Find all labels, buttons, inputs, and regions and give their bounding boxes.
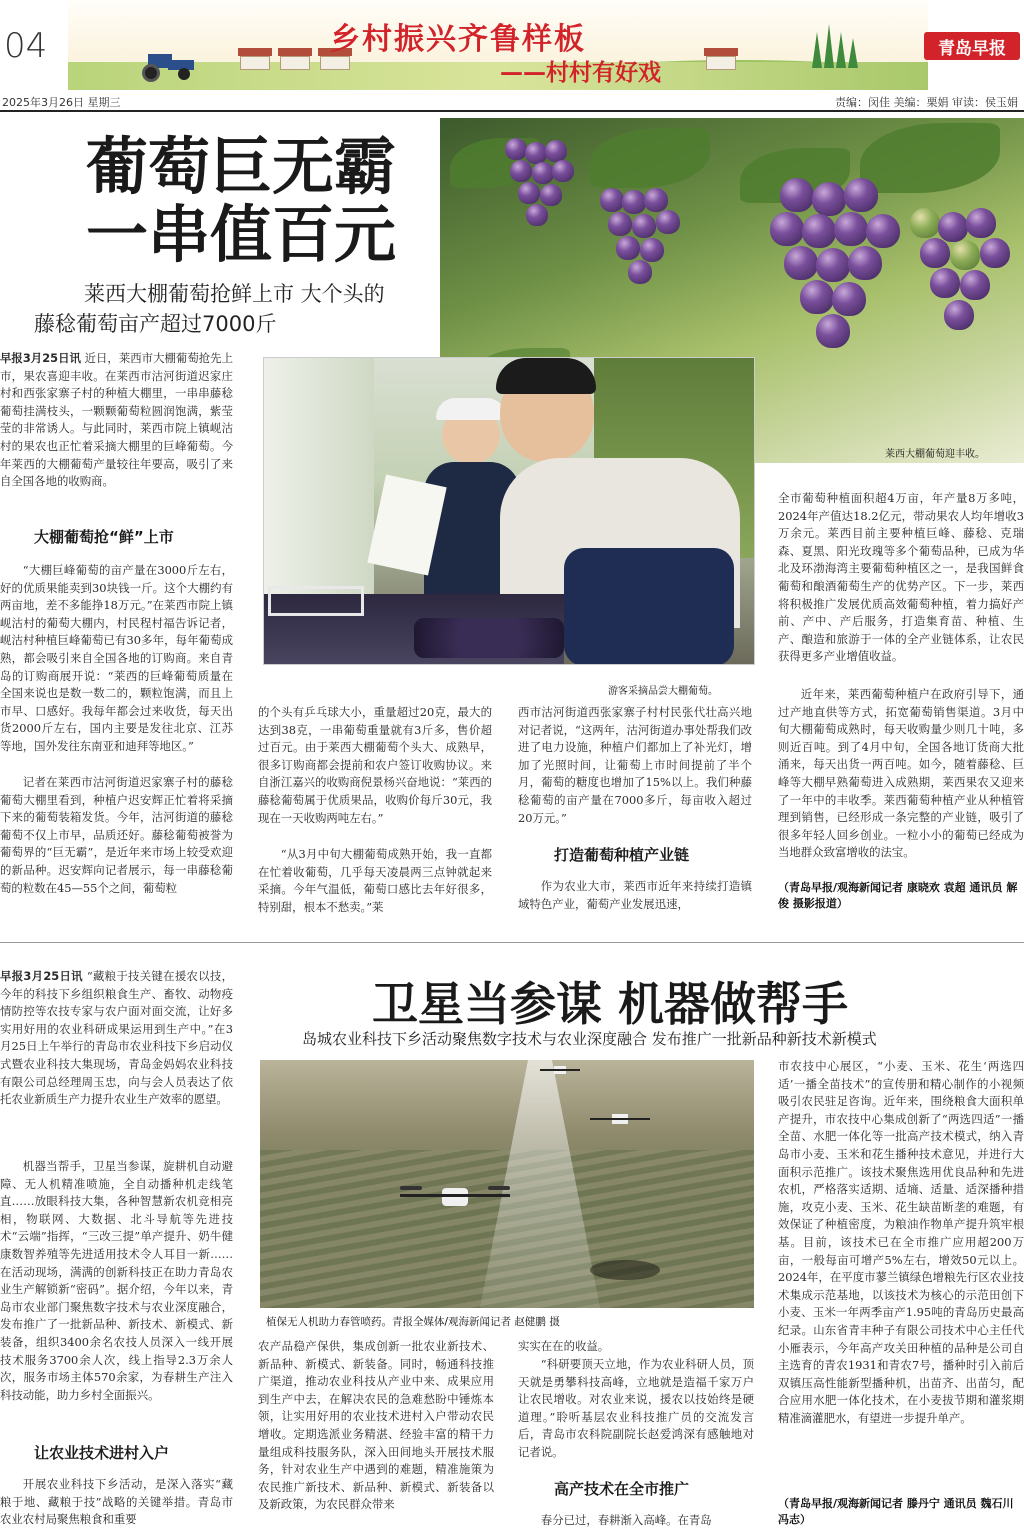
grape-cluster	[600, 188, 690, 328]
drone-shadow	[590, 1260, 660, 1280]
story1-col2-para2: “从3月中旬大棚葡萄成熟开始，我一直都在忙着收葡萄，几乎每天凌晨两三点钟就起来采摘。今年气温低，葡萄口感比去年好很多，特别甜，根本不愁卖。”莱	[258, 847, 492, 914]
story2-subhead-1: 让农业技术进村入户	[34, 1444, 170, 1462]
banner-subtitle: ——村村有好戏	[500, 60, 661, 86]
drone	[540, 1064, 580, 1076]
story2-subtitle: 岛城农业科技下乡活动聚焦数字技术与农业深度融合 发布推广一批新品种新技术新模式	[302, 1030, 877, 1048]
story2-col1-para2: 机器当帮手，卫星当参谋，旋耕机自动避障、无人机精准喷施，全自动播种机走线笔直……放眼科技大集，各种智慧新农机竞相亮相，物联网、大数据、北斗导航等先进技术“云端”指挥，“三改三提”单产提升、奶牛健康数智养殖等先进适用技术令人耳目一新……在活动现场，满满的创新科技正在助力青岛农业生产解锁新“密码”。据介绍，今年以来，青岛市农业部门聚焦数字技术与农业深度融合，发布推广了一批新品种、新技术、新模式、新装备，组织3400余名农技人员深入一线开展技术服务3700余人次，线上指导2.3万余人次，服务市场主体570余家，为春耕生产注入科技动能，助力乡村全面振兴。	[0, 1159, 233, 1402]
grape-photo-caption: 莱西大棚葡萄迎丰收。	[885, 449, 985, 460]
story1-subtitle-line1: 莱西大棚葡萄抢鲜上市 大个头的	[84, 282, 385, 306]
drone-photo	[260, 1060, 754, 1308]
drone	[400, 1182, 510, 1212]
story1-col4-para1: 全市葡萄种植面积超4万亩，年产量8万多吨，2024年产值达18.2亿元，带动果农人均年增收3万余元。莱西目前主要种植巨峰、藤稔、克瑞森、夏黑、阳光玫瑰等多个葡萄品种，已成为华北及环渤海湾主要葡萄种植区之一，是我国鲜食葡萄和酿酒葡萄生产的优势产区。下一步，莱西将积极推广发展优质高效葡萄种植，着力搞好产前、产中、产后服务，打造集育苗、种植、生产、酿造和旅游于一体的全产业链体系，让农民获得更多产业增值收益。	[778, 491, 1024, 664]
issue-date: 2025年3月26日 星期三	[2, 96, 121, 109]
editor-credits: 责编：闵佳 美编：栗娟 审读：侯玉娟	[835, 96, 1018, 109]
dateline-lead: 早报3月25日讯	[0, 351, 81, 365]
masthead-rule	[0, 110, 1024, 112]
tractor-illustration	[140, 50, 196, 80]
banner-title: 乡村振兴齐鲁样板	[330, 22, 586, 57]
story2-col3-para3: 春分已过，春耕渐入高峰。在青岛	[540, 1513, 712, 1527]
dateline-lead: 早报3月25日讯	[0, 969, 83, 983]
tasting-photo	[263, 357, 755, 665]
story1-subhead-2: 打造葡萄种植产业链	[554, 846, 690, 864]
story2-subhead-2: 高产技术在全市推广	[554, 1480, 690, 1498]
story2-col4-para1: 市农技中心展区，“小麦、玉米、花生‘两选四适’一播全苗技术”的宣传册和精心制作的小视频吸引农民驻足咨询。近年来，围绕粮食大面积单产提升，市农技中心集成创新了“两选四适”一播全苗、水肥一体化等一批高产技术模式，纳入青岛市小麦、玉米和花生播种技术意见，并进行大面积示范推广。该技术聚焦选用优良品种和先进农机，严格落实适期、适墒、适量、适深播种措施，攻克小麦、玉米、花生缺苗断垄的难题，有效保证了种植密度，为粮油作物单产提升筑牢根基。目前，该技术已在全市推广应用超200万亩，一般每亩可增产5%左右，增效50元以上。2024年，在平度市蓼兰镇绿色增粮先行区农业技术集成示范基地，以该技术为核心的示范田创下小麦、玉米一年两季亩产1.95吨的青岛历史最高纪录。山东省青丰种子有限公司技术中心主任代小雁表示，今年高产攻关田种植的品种是公司自主选育的青农1931和青农7号，播种时引入前后双镇压高性能新型播种机，出苗齐、出苗匀，配合应用水肥一体化技术，在小麦拔节期和灌浆期精准滴灌肥水，有望进一步提升单产。	[778, 1059, 1024, 1425]
story2-col3-para1: 实实在在的收益。	[518, 1339, 610, 1353]
story1-col4-para2: 近年来，莱西葡萄种植户在政府引导下，通过产地直供等方式，拓宽葡萄销售渠道。3月中旬大棚葡萄成熟时，每天收购量少则几十吨，多则近百吨。到了4月中旬，全国各地订货商大批涌来，每天出货一两百吨。如今，随着藤稔、巨峰等大棚早熟葡萄进入成熟期，莱西果农又迎来了一年中的丰收季。莱西葡萄种植产业从种植管理到销售，已经形成一条完整的产业链，吸引了很多年轻人回乡创业。一粒小小的葡萄已经成为当地群众致富增收的法宝。	[778, 687, 1024, 860]
story1-credit: （青岛早报/观海新闻记者 康晓欢 袁超 通讯员 解俊 摄影报道）	[778, 881, 1018, 910]
page-number: 04	[4, 26, 48, 66]
grape-cluster	[500, 138, 580, 258]
drone-photo-caption: 植保无人机助力春管喷药。青报全媒体/观海新闻记者 赵健鹏 摄	[266, 1316, 560, 1328]
story2-title: 卫星当参谋 机器做帮手	[372, 977, 849, 1031]
story1-title-line2: 一串值百元	[86, 198, 397, 271]
grape-cluster	[770, 178, 910, 398]
story2-col2-para1: 农产品稳产保供，集成创新一批农业新技术、新品种、新模式、新装备。同时，畅通科技推广渠道，推动农业科技从产业中来、成果应用到生产中去，在解决农民的急难愁盼中锤炼本领，让实用好用的农业技术进村入户带动农民增收。定期选派业务精湛、经验丰富的精干力量组成科技服务队，深入田间地头开展技术服务，针对农业生产中遇到的难题，精准施策为农民推广新技术、新品种、新模式、新装备以及新政策，为农民群众带来	[258, 1339, 494, 1512]
story1-col1-para1: 早报3月25日讯 近日，莱西市大棚葡萄抢先上市，果农喜迎丰收。在莱西市沽河街道迟家庄村和西张家寨子村的种植大棚里，一串串藤稔葡萄挂满枝头，一颗颗葡萄粒圆润饱满，紫莹莹的非常诱人。与此同时，莱西市院上镇岘沽村的果农也正忙着采摘大棚里的巨峰葡萄。今年莱西的大棚葡萄产量较往年要高，吸引了来自全国各地的收购商。	[0, 351, 233, 489]
drone	[590, 1110, 650, 1128]
grape-cluster	[910, 208, 1020, 408]
story1-col2-para1: 的个头有乒乓球大小，重量超过20克，最大的达到38克，一串葡萄重量就有3斤多，售价超过百元。由于莱西大棚葡萄个头大、成熟早，很多订购商都会提前和农户签订收购协议。来自浙江嘉兴的收购商倪景杨兴奋地说：“莱西的藤稔葡萄属于优质果品，收购价每斤30元，我现在一天收购两吨左右。”	[258, 705, 492, 825]
story2-col1-para3: 开展农业科技下乡活动，是深入落实“藏粮于地、藏粮于技”战略的关键举措。青岛市农业农村局聚焦粮食和重要	[0, 1477, 233, 1527]
story2-credit: （青岛早报/观海新闻记者 滕丹宁 通讯员 魏石川 冯志）	[778, 1497, 1014, 1526]
story-divider	[0, 942, 1024, 943]
story1-col1-para3: 记者在莱西市沽河街道迟家寨子村的藤稔葡萄大棚里看到，种植户迟安辉正忙着将采摘下来的葡萄装箱发货。今年，沽河街道的藤稔葡萄不仅上市早，品质还好。藤稔葡萄被誉为葡萄界的“巨无霸”，是近年来市场上较受欢迎的新品种。迟安辉向记者展示，每一串藤稔葡萄的粒数在45—55个之间，葡萄粒	[0, 775, 233, 895]
story1-subhead-1: 大棚葡萄抢“鲜”上市	[34, 528, 174, 546]
story2-col1-para1: 早报3月25日讯 “藏粮于技关键在援农以技，今年的科技下乡组织粮食生产、畜牧、动物疫情防控等农技专家与农户面对面交流，让好多实用好用的农业科研成果运用到生产中。”在3月25日上午举行的青岛市农业科技下乡启动仪式暨农业科技大集现场，青岛金妈妈农业科技有限公司总经理周玉忠，向与会人员表达了依托农业新质生产力提升农业生产效率的愿望。	[0, 969, 233, 1107]
story1-col1-para2: “大棚巨峰葡萄的亩产量在3000斤左右，好的优质果能卖到30块钱一斤。这个大棚约有两亩地，差不多能挣18万元。”在莱西市院上镇岘沽村的葡萄大棚内，村民程村福告诉记者，岘沽村种植巨峰葡萄已有30多年，每年葡萄成熟，都会吸引来自全国各地的订购商。来自青岛的订购商展开说：“莱西的巨峰葡萄质量在全国来说也是数一数二的，颗粒饱满，而且上市早、口感好。我每年都会过来收货，每天出货2000斤左右，国内主要是发往北京、江苏等地，国外发往东南亚和迪拜等地区。”	[0, 563, 233, 753]
story1-col3-para2: 作为农业大市，莱西市近年来持续打造镇域特色产业，葡萄产业发展迅速，	[518, 879, 752, 911]
story1-col3-para1: 西市沽河街道西张家寨子村村民张代壮高兴地对记者说，“这两年，沽河街道办事处帮我们改进了电力设施，种植户们都加上了补光灯，增加了光照时间，让葡萄上市时间提前了半个月，葡萄的糖度也增加了15%以上。我们种藤稔葡萄的亩产量在7000多斤，每亩收入超过20万元。”	[518, 705, 752, 825]
paper-logo: 青岛早报	[924, 32, 1020, 60]
tasting-photo-caption: 游客采摘品尝大棚葡萄。	[608, 686, 718, 697]
story2-col3-para2: “科研要顶天立地，作为农业科研人员，顶天就是勇攀科技高峰，立地就是造福千家万户让农民增收。对农业来说，援农以技始终是硬道理。”聆听基层农业科技推广员的交流发言后，青岛市农科院副院长赵爱鸿深有感触地对记者说。	[518, 1357, 754, 1459]
story1-title-line1: 葡萄巨无霸	[86, 130, 397, 203]
story1-subtitle-line2: 藤稔葡萄亩产超过7000斤	[34, 312, 277, 336]
